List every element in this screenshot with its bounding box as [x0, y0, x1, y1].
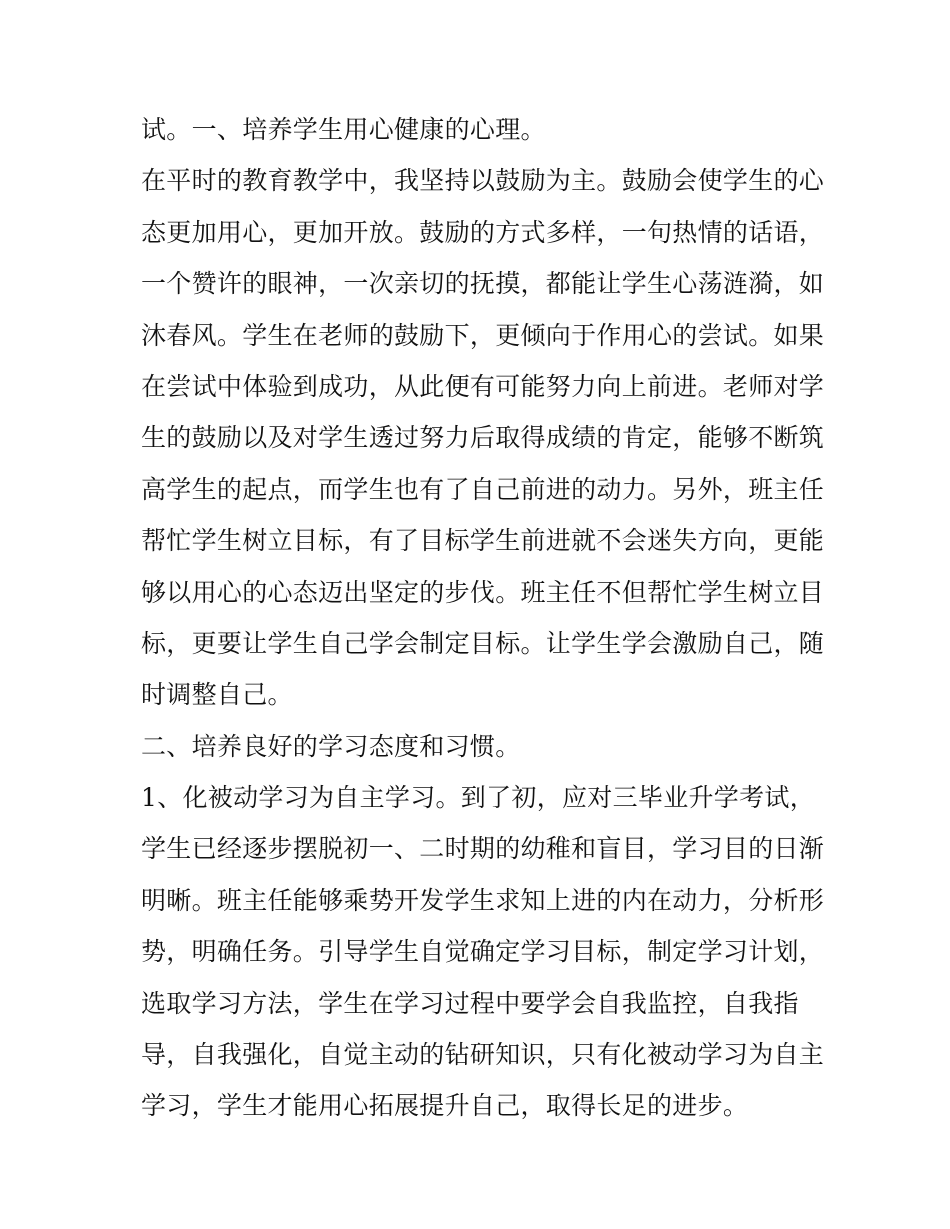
- text-line: 标，更要让学生自己学会制定目标。让学生学会激励自己，随: [141, 628, 825, 658]
- text-line: 试。一、培养学生用心健康的心理。: [141, 115, 546, 144]
- text-line: 在平时的教育教学中，我坚持以鼓励为主。鼓励会使学生的心: [141, 166, 825, 196]
- text-line: 选取学习方法，学生在学习过程中要学会自我监控，自我指: [141, 988, 799, 1018]
- text-line: 生的鼓励以及对学生透过努力后取得成绩的肯定，能够不断筑: [141, 423, 825, 453]
- body-text: [141, 104, 825, 1132]
- text-line: 导，自我强化，自觉主动的钻研知识，只有化被动学习为自主: [141, 1040, 825, 1070]
- text-line: 高学生的起点，而学生也有了自己前进的动力。另外，班主任: [141, 474, 825, 504]
- text-line: 在尝试中体验到成功，从此便有可能努力向上前进。老师对学: [141, 371, 825, 401]
- text-line: 时调整自己。: [141, 680, 293, 710]
- text-line: 势，明确任务。引导学生自觉确定学习目标，制定学习计划，: [141, 937, 825, 967]
- section-heading: 二、培养良好的学习态度和习惯。: [141, 731, 521, 761]
- text-line: 学生已经逐步摆脱初一、二时期的幼稚和盲目，学习目的日渐: [141, 834, 825, 864]
- text-line: 明晰。班主任能够乘势开发学生求知上进的内在动力，分析形: [141, 885, 825, 915]
- text-line: 沐春风。学生在老师的鼓励下，更倾向于作用心的尝试。如果: [141, 320, 825, 350]
- text-line: 学习，学生才能用心拓展提升自己，取得长足的进步。: [141, 1091, 749, 1121]
- text-line: 帮忙学生树立目标，有了目标学生前进就不会迷失方向，更能: [141, 526, 825, 556]
- text-line: 1、化被动学习为自主学习。到了初，应对三毕业升学考试，: [141, 783, 816, 813]
- text-line: 一个赞许的眼神，一次亲切的抚摸，都能让学生心荡涟漪，如: [141, 269, 825, 299]
- text-line: 态更加用心，更加开放。鼓励的方式多样，一句热情的话语，: [141, 217, 825, 247]
- text-line: 够以用心的心态迈出坚定的步伐。班主任不但帮忙学生树立目: [141, 577, 825, 607]
